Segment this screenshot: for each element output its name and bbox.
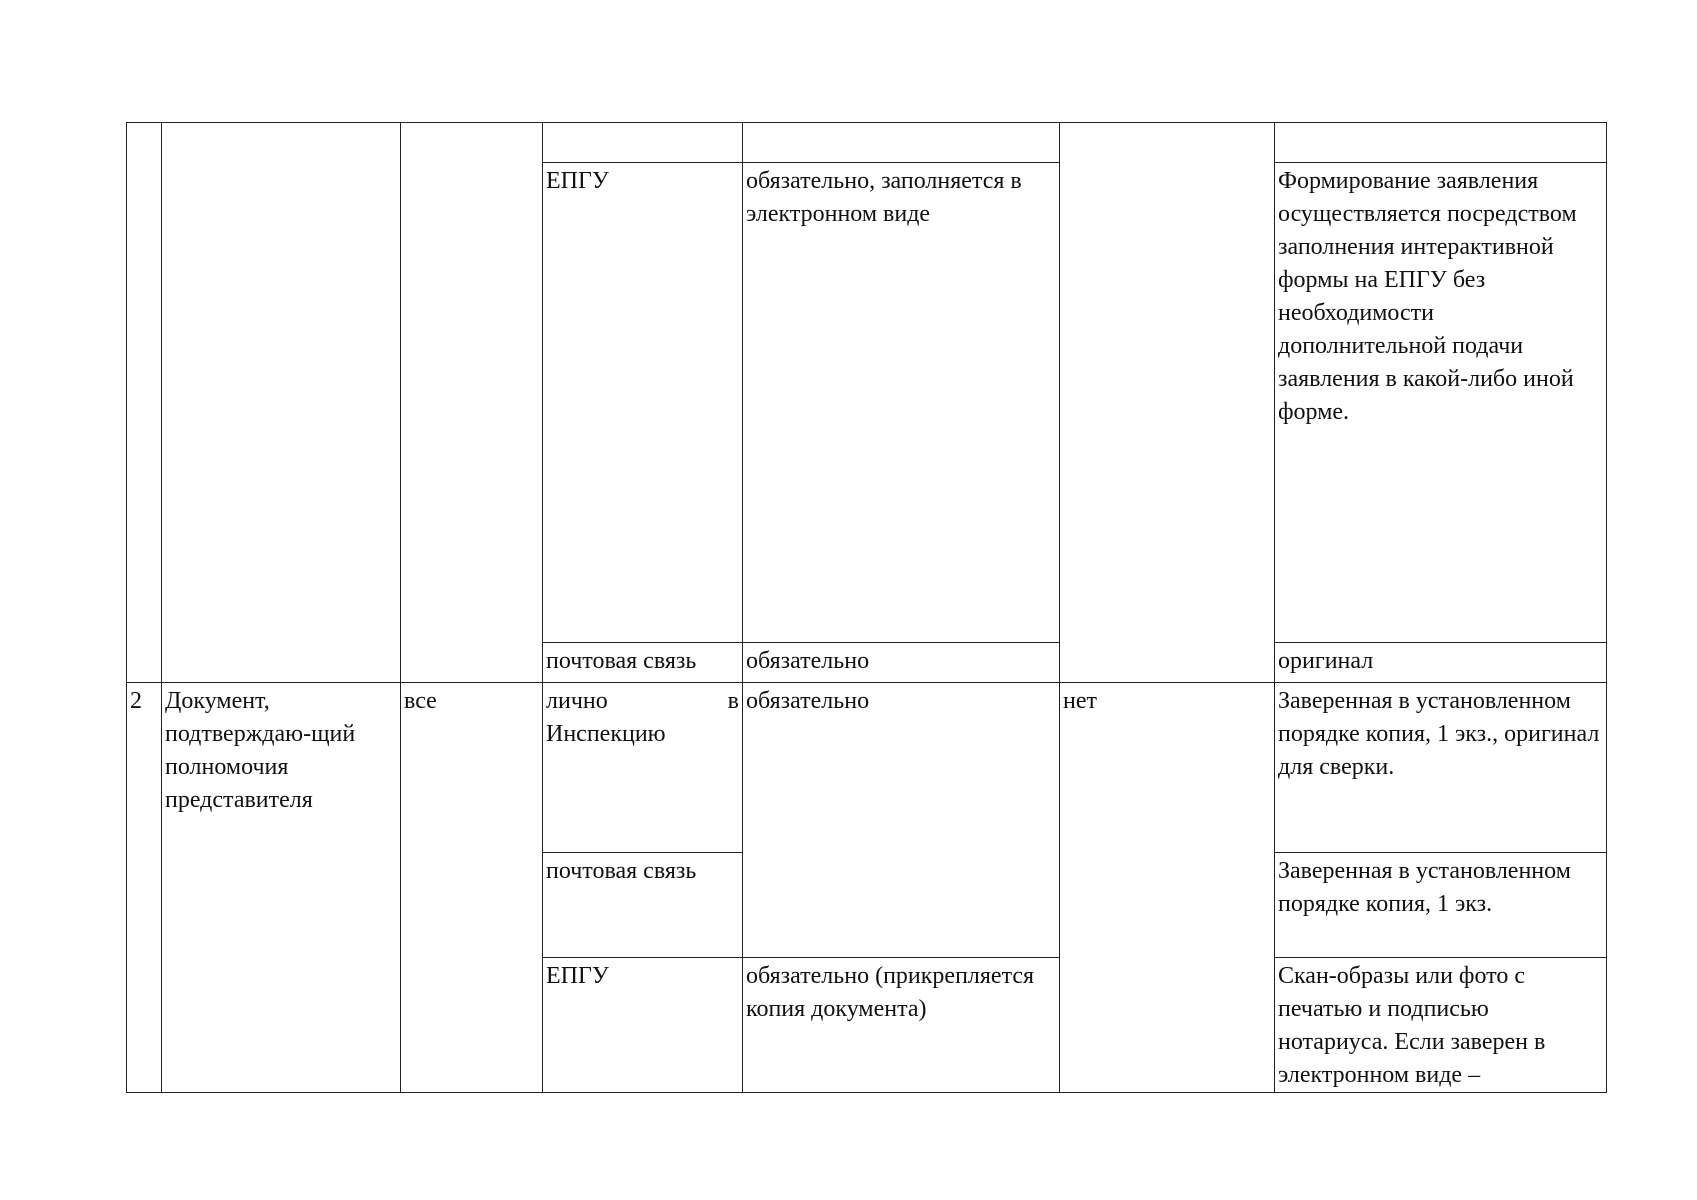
in-person-word: Инспекцию — [546, 721, 666, 747]
in-person-word: в — [727, 688, 739, 714]
cell-document-name — [162, 123, 401, 683]
cell-document-name: Документ, подтверждаю-щий полномочия представителя — [162, 683, 401, 1093]
cell-requirement-epgu: обязательно (прикрепляется копия документа) — [743, 958, 1060, 1093]
cell-method-mail: почтовая связь — [543, 853, 743, 958]
table-row — [127, 683, 1607, 853]
cell-number — [127, 123, 162, 683]
services-table — [126, 122, 1607, 1093]
table-row — [127, 123, 1607, 163]
cell-form: оригинал — [1275, 643, 1607, 683]
cell-number: 2 — [127, 683, 162, 1093]
cell-form-mail: Заверенная в установленном порядке копия, 1 экз. — [1275, 853, 1607, 958]
cell-form-in-person: Заверенная в установленном порядке копия, 1 экз., оригинал для сверки. — [1275, 683, 1607, 853]
cell-method-in-person — [543, 683, 743, 853]
cell-method-epgu: ЕПГУ — [543, 958, 743, 1093]
cell-category — [401, 123, 543, 683]
cell-form: Формирование заявления осуществляется посредством заполнения интерактивной формы на ЕПГУ без необходимости дополнительной подачи заявления в какой-либо иной форме. — [1275, 163, 1607, 643]
cell-requirement: обязательно, заполняется в электронном виде — [743, 163, 1060, 643]
cell-method — [543, 123, 743, 163]
cell-method: почтовая связь — [543, 643, 743, 683]
cell-category: все — [401, 683, 543, 1093]
cell-form-epgu: Скан-образы или фото с печатью и подписью нотариуса. Если заверен в электронном виде – — [1275, 958, 1607, 1093]
cell-requirement: обязательно — [743, 683, 1060, 958]
cell-requirement: обязательно — [743, 643, 1060, 683]
cell-form — [1275, 123, 1607, 163]
cell-requirement — [743, 123, 1060, 163]
cell-method: ЕПГУ — [543, 163, 743, 643]
in-person-word: лично — [546, 688, 608, 714]
cell-flag: нет — [1060, 683, 1275, 1093]
cell-flag — [1060, 123, 1275, 683]
